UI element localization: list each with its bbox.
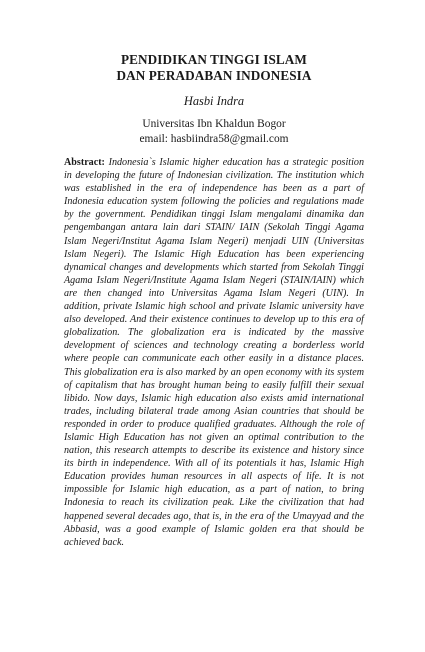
author-email: email: hasbiindra58@gmail.com [139, 133, 289, 145]
author-name: Hasbi Indra [183, 94, 245, 108]
title-line-2: DAN PERADABAN INDONESIA [116, 68, 312, 83]
paper-title [64, 52, 364, 84]
abstract-label: Abstract: [64, 157, 105, 168]
abstract [64, 156, 364, 549]
paper-page [64, 52, 364, 559]
abstract-body: Indonesia`s Islamic higher education has a strategic position in developing the future of Indonesian civilization. The institution which was established in the era of independence has been as a part of Indonesia education system following the policies and regulations made by the government. Pendidikan tinggi Islam mengalami dinamika dan pengembangan antara lain dari STAIN/ IAIN (Sekolah Tinggi Agama Islam Negeri/Institut Agama Islam Negeri) menjadi UIN (Universitas Islam Negeri). The Islamic High Education has been experiencing dynamical changes and developments which started from Sekolah Tinggi Agama Islam Negeri/Institute Agama Islam Negeri (STAIN/IAIN) which are then changed into Universitas Agama Islam Negeri (UIN). In addition, private Islamic high school and private Islamic university have also developed. And their existence continues to develop up to this era of globalization. The globalization era is indicated by the massive development of sciences and technology creating a borderless world where people can communicate each other easily in a distance places. This globalization era is also marked by an open economy with its system of capitalism that has brought human being to easily fulfill their sexual libido. Now days, Islamic high education also exists amid international trades, including bilateral trade among Asian countries that should be responded in order to produce qualified graduates. Although the role of Islamic High Education has not given an optimal contribution to the nation, this research attempts to describe its existence and history since its birth in independence. With all of its potentials it has, Islamic High Education provides human resources in all aspects of life. It is not impossible for Islamic high education, as a part of nation, to bring Indonesia to reach its civilization peak. Like the civilization that had happened several decades ago, that is, in the era of the Umayyad and the Abbasid, was a good example of Islamic golden era that should be achieved back. [64, 157, 364, 548]
author-affiliation: Universitas Ibn Khaldun Bogor [142, 118, 286, 130]
title-line-1: PENDIDIKAN TINGGI ISLAM [121, 52, 307, 67]
